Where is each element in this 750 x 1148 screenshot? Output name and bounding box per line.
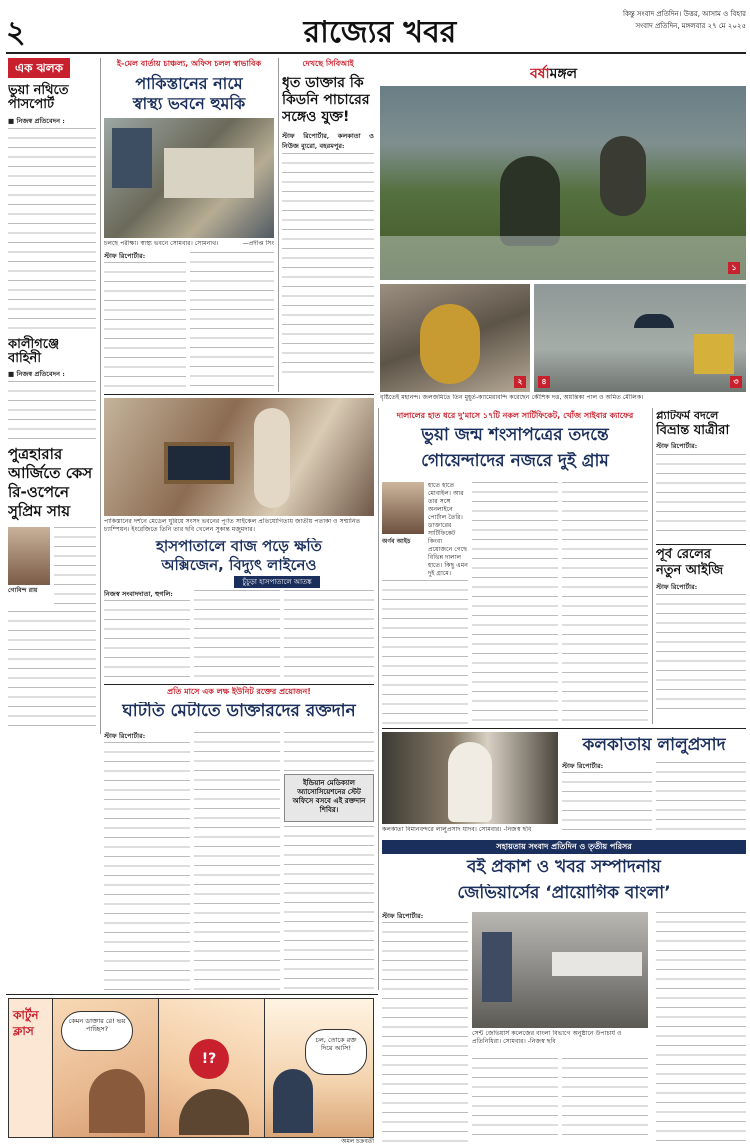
photo-lalu-figure	[448, 742, 492, 822]
item3-text-lines	[8, 611, 96, 734]
certificate-text-col2	[472, 482, 558, 724]
comic-panel-1	[53, 999, 159, 1137]
item3-headline: পুত্রহারার আর্জিতে কেস রি-ওপেনে সুপ্রিম সায়	[8, 445, 93, 521]
lightning-text-col3	[284, 590, 374, 680]
doctor-text-lines	[282, 153, 374, 373]
certificate-headline-1: ভুয়া জন্ম শংসাপত্রের তদন্তে	[421, 426, 609, 445]
monsoon-photo-1	[380, 86, 746, 280]
platform-text-lines	[656, 454, 746, 532]
pakistan-headline-2: স্বাস্থ্য ভবনে হুমকি	[132, 93, 246, 113]
comic-credit: অমল চক্রবর্তী	[341, 1138, 374, 1145]
lightning-text-col1	[104, 600, 190, 680]
photo-taxi	[694, 334, 734, 374]
comic-strip	[8, 998, 374, 1138]
header-rule	[6, 52, 746, 54]
rule-mid-2	[104, 684, 374, 685]
xaviers-text-col3	[562, 1058, 648, 1142]
photo-umbrella-person	[420, 304, 480, 384]
blood-kicker: প্রতি মাসে এক লক্ষ ইউনিট রক্তের প্রয়োজন!	[167, 687, 311, 696]
pakistan-headline-1: পাকিস্তানের নামে	[135, 74, 243, 93]
section-title: রাজ্যের খবর	[303, 15, 457, 46]
monsoon-photo-2	[380, 284, 530, 392]
item1-headline: ভুয়া নথিতে পাসপোর্ট	[8, 83, 69, 113]
xaviers-text-col2	[472, 1058, 558, 1142]
lightning-byline-text: নিজস্ব সংবাদদাতা, হুগলি:	[104, 590, 173, 598]
doctor-story	[282, 58, 374, 388]
doctor-headline: ধৃত ডাক্তার কি কিডনি পাচারের সঙ্গেও যুক্ত!	[282, 75, 370, 125]
col-divider-1	[100, 58, 101, 734]
lalu-byline-text: স্টাফ রিপোর্টার:	[562, 762, 604, 770]
lalu-text-col1	[562, 772, 652, 836]
rail-byline-text: স্টাফ রিপোর্টার:	[656, 582, 698, 591]
rail-byline	[656, 583, 746, 593]
pakistan-text-col2	[190, 252, 274, 392]
rule-mid-1	[104, 394, 374, 395]
reporter-name: গোবিন্দ রায়	[8, 587, 38, 595]
rule-right-1	[656, 544, 746, 545]
cycling-caption: পাকিস্তানের দর্শনে মেডেল ঘুরিয়ে সংসদ ভবনের পূর্ণত সাইকেল প্রতিযোগিতায় জাতীয় পতাকা ও সম্মানিত চ্যাম্পিয়ন। ইংরেজিতে তিনি তার ছবি খেলেন সুকান্ত মজুমদার।	[104, 518, 361, 533]
comic-character-2	[179, 1089, 249, 1135]
arnab-name: অর্ণব আইচ	[382, 538, 411, 545]
xaviers-text-col1	[382, 922, 468, 1142]
lightning-sub-kicker: চুঁচুড়া হাসপাতালে আতঙ্ক	[234, 576, 320, 588]
pakistan-photo-credit: —প্রদীপ্ত সিং	[242, 240, 274, 247]
rail-headline-2: নতুন আইজি	[656, 563, 724, 579]
blood-byline-text: স্টাফ রিপোর্টার:	[104, 732, 146, 740]
xaviers-photo	[472, 912, 648, 1028]
badge-3: ৩	[730, 376, 742, 388]
item1-text-lines	[8, 128, 96, 334]
comic-bubble-1: কেমন ডাক্তার রে! ভয় পাচ্ছিস?	[61, 1011, 133, 1051]
lalu-photo	[382, 732, 558, 824]
lightning-headline-2: অক্সিজেন, বিদ্যুৎ লাইনেও	[161, 555, 317, 574]
ek-jhalak-column	[8, 58, 96, 734]
comic-bubble-3: চল, তোকে রক্ত দিয়ে আসি!	[305, 1029, 367, 1075]
item2-body	[8, 370, 96, 380]
item2-headline: কালীগঞ্জে বাহিনী	[8, 337, 60, 367]
lightning-text-col2	[194, 590, 280, 680]
photo-table	[552, 952, 642, 976]
comic-panel-2	[159, 999, 265, 1137]
page-number: ২	[6, 15, 26, 48]
badge-2: ২	[514, 376, 526, 388]
lalu-byline	[562, 762, 652, 772]
item3-side-lines	[54, 527, 96, 607]
xaviers-kicker: সহায়তায় সংবাদ প্রতিদিন ও তৃতীয় পরিসর	[382, 840, 746, 854]
blood-text-col1	[104, 742, 190, 990]
comic-title: কার্টুন ক্লাস	[13, 1008, 39, 1038]
certificate-text-col1	[382, 580, 468, 724]
item3-lead	[8, 527, 96, 611]
edition-line-2: সংবাদ প্রতিদিন, মঙ্গলবার ২৭ মে ২০২৫	[635, 22, 746, 30]
photo-podium	[482, 932, 512, 1002]
xaviers-byline	[382, 912, 468, 922]
item2-byline: ■ নিজস্ব প্রতিবেদন :	[8, 369, 65, 378]
pakistan-text-col1	[104, 262, 186, 392]
reporter-photo	[8, 527, 50, 585]
comic-panel-3	[265, 999, 373, 1137]
xaviers-text-col4	[656, 912, 746, 1142]
photo-umbrella	[634, 314, 674, 328]
photo-person	[254, 408, 290, 508]
doctor-kicker: দেখছে সিবিআই	[302, 59, 354, 68]
platform-headline-2: বিভ্রান্ত যাত্রীরা	[656, 423, 730, 439]
xaviers-byline-text: স্টাফ রিপোর্টার:	[382, 912, 424, 920]
monsoon-label	[530, 62, 650, 84]
badge-1: ১	[728, 262, 740, 274]
certificate-intro: হাতে হাতে মোবাইল। আর তার সঙ্গে অনলাইনে পোর্টাল তৈরি। ডাক্তারের সার্টিফিকেট কিংবা প্রয়োজনে গেছে বিভিন্ন দালাল হাতে। কিছু এমন দুই গ্রামে।	[428, 482, 468, 577]
cycling-photo	[104, 398, 374, 516]
blood-text-col2	[194, 732, 280, 990]
rule-lalu	[382, 728, 746, 729]
doctor-byline	[282, 132, 374, 151]
photo-child-2	[600, 136, 646, 216]
comic-character-1	[89, 1069, 145, 1133]
monsoon-label-b: মঙ্গল	[549, 66, 578, 82]
comic-title-panel	[9, 999, 53, 1137]
certificate-kicker: দালালের হাত ধরে দু'মাসে ১৭টি নকল সার্টিফিকেট, খোঁজ সাইবার ক্যাফের	[396, 411, 634, 420]
certificate-text-col3	[562, 482, 648, 724]
photo-frame	[164, 442, 234, 484]
xaviers-caption: সেন্ট জেভিয়ার্স কলেজের বাংলা বিভাগে অনুষ্ঠানে উপাচার্য ও প্রতিনিধিরা। সোমবার। -নিজস্ব ছবি	[472, 1030, 622, 1045]
photo-splash	[380, 236, 746, 280]
rail-headline-1: পূর্ব রেলের	[656, 548, 712, 562]
certificate-headline-2: গোয়েন্দাদের নজরে দুই গ্রাম	[421, 452, 609, 471]
edition-info	[520, 8, 746, 48]
rail-text-lines	[656, 594, 746, 712]
badge-4: ৪	[538, 376, 550, 388]
monsoon-caption: বৃষ্টিতেই মহানন্দ। জলজমিতে তিন মুহূর্ত-ক্যামেরাবন্দি করেছেন কৌশিক দত্ত, অয়ন্তিকা পাল ও অমিত মৌলিক।	[380, 394, 644, 401]
pakistan-byline-text: স্টাফ রিপোর্টার:	[104, 252, 146, 260]
xaviers-headline-2: জেভিয়ার্সের ‘প্রায়োগিক বাংলা’	[457, 884, 671, 903]
photo-child-1	[500, 156, 560, 246]
monsoon-photo-3	[534, 284, 746, 392]
pakistan-kicker: ই-মেল বার্তায় চাঞ্চল্য, অফিস চলল স্বাভাবিক	[116, 59, 262, 68]
monsoon-label-a: বর্ষা	[530, 66, 550, 82]
photo-figure	[112, 128, 152, 188]
eastern-rail-story	[656, 548, 746, 724]
platform-story	[656, 410, 746, 540]
lightning-headline-1: হাসপাতালে বাজ পড়ে ক্ষতি	[156, 538, 322, 555]
col-divider-3	[378, 408, 379, 990]
edition-line-1: কিন্তু সংবাদ প্রতিদিন। উত্তর, আসাম ও বিহার	[622, 10, 746, 18]
col-divider-2	[278, 58, 279, 392]
ek-jhalak-label: এক ঝলক	[8, 58, 70, 78]
item2-text-lines	[8, 381, 96, 439]
platform-byline-text: স্টাফ রিপোর্টার:	[656, 442, 698, 451]
doctor-byline-text: স্টাফ রিপোর্টার, কলকাতা ও নিউজ ব্যুরো, বহরমপুর:	[282, 132, 374, 150]
comic-character-3	[273, 1069, 313, 1133]
pakistan-photo-caption: চলছে পরীক্ষা। স্বাস্থ্য ভবনে সোমবার। সোমনাথ।	[104, 240, 219, 247]
pakistan-byline	[104, 252, 186, 262]
health-building-photo	[104, 118, 274, 238]
lightning-byline	[104, 590, 190, 600]
lalu-caption: কলকাতা বিমানবন্দরে লালুপ্রসাদ যাদব। সোমবার। -নিজস্ব ছবি	[382, 826, 532, 833]
col-divider-4	[652, 408, 653, 724]
item1-byline: ■ নিজস্ব প্রতিবেদন :	[8, 116, 65, 125]
certificate-lead	[382, 482, 468, 578]
platform-headline-1: প্ল্যাটফর্ম বদলে	[656, 410, 719, 422]
comic-bubble-2: !?	[189, 1039, 229, 1079]
lalu-text-col2	[656, 762, 746, 836]
photo-shelf	[164, 148, 254, 198]
arnab-photo	[382, 482, 424, 534]
blood-info-box: ইন্ডিয়ান মেডিক্যাল অ্যাসোসিয়েশনের স্টেট অফিসে বসবে এই রক্তদান শিবির।	[284, 774, 374, 822]
platform-byline	[656, 442, 746, 452]
blood-text-col3b	[284, 826, 374, 990]
rule-comic	[6, 994, 378, 995]
blood-headline: ঘাটতি মেটাতে ডাক্তারদের রক্তদান	[122, 702, 356, 721]
lalu-headline: কলকাতায় লালুপ্রসাদ	[582, 736, 726, 755]
item1-body	[8, 117, 96, 127]
blood-byline	[104, 732, 190, 742]
blood-text-col3a	[284, 732, 374, 772]
xaviers-headline-1: বই প্রকাশ ও খবর সম্পাদনায়	[467, 858, 661, 877]
